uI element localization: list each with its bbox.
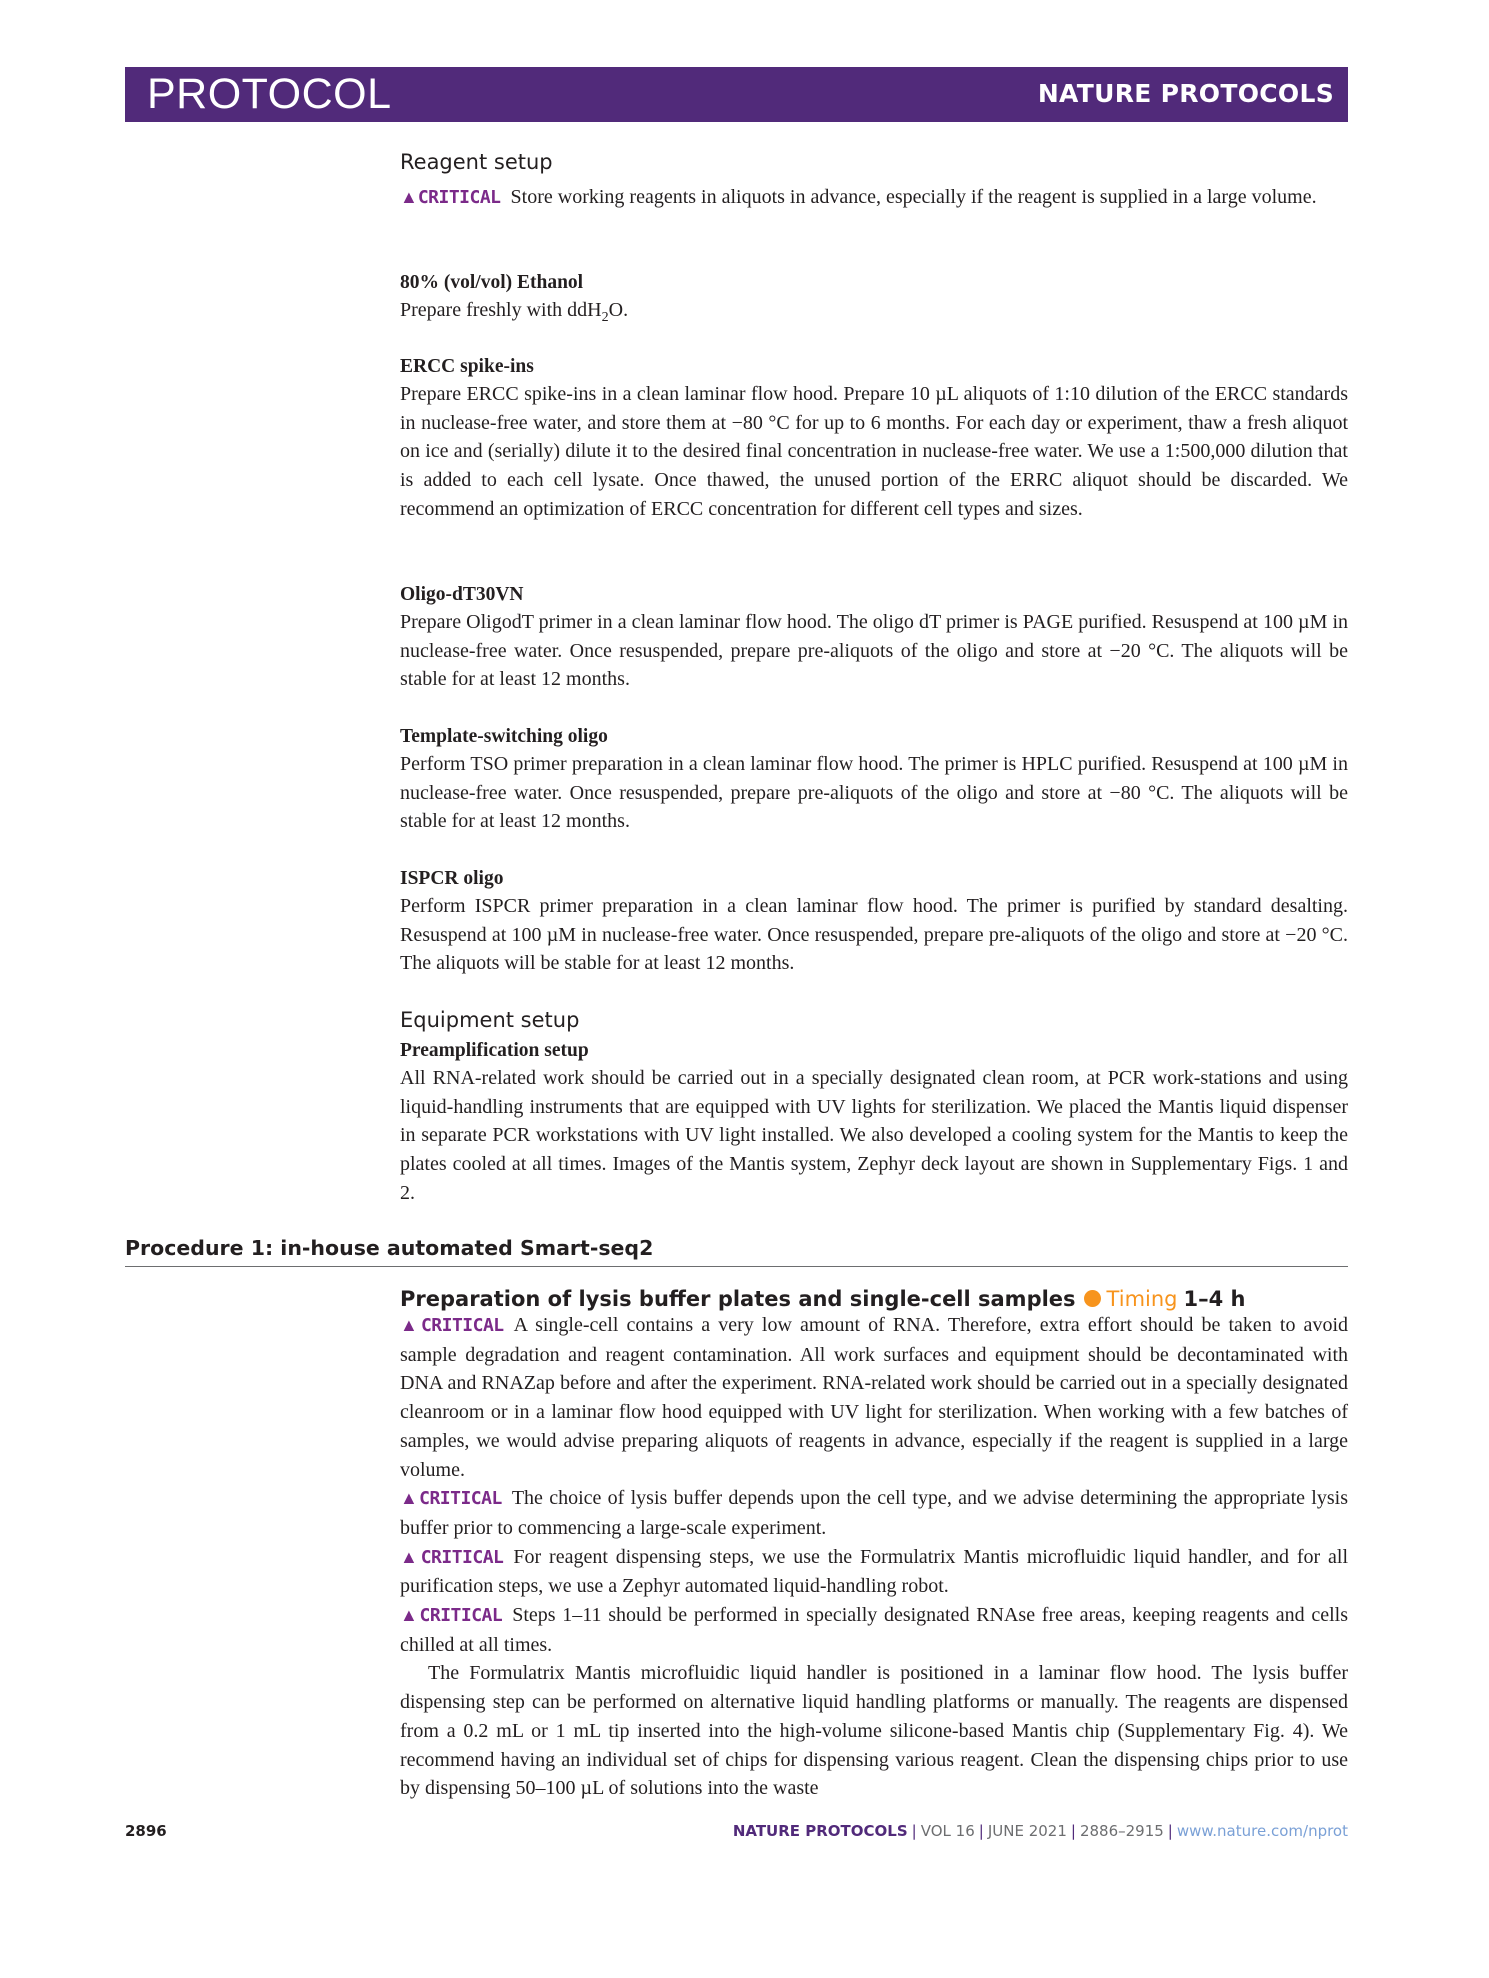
- reagent-setup-heading: Reagent setup: [400, 150, 553, 174]
- critical-note-2: ▲CRITICAL The choice of lysis buffer depends upon the cell type, and we advise determining the appropriate lysis buffer prior to commencing a large-scale experiment.: [400, 1487, 1348, 1539]
- ispcr-heading: ISPCR oligo: [400, 868, 504, 889]
- footer-citation: NATURE PROTOCOLS | VOL 16 | JUNE 2021 | 2886–2915 | www.nature.com/nprot: [732, 1822, 1348, 1840]
- section-type-label: PROTOCOL: [147, 70, 392, 118]
- critical-triangle-icon: ▲: [400, 187, 418, 207]
- ispcr-text: Perform ISPCR primer preparation in a clean laminar flow hood. The primer is purified by standard desalting. Resuspend at 100 µM in nuclease-free water. Once resuspended, prepare pre-aliquots of the oligo and store at −20 °C. The aliquots will be stable for at least 12 months.: [400, 895, 1348, 975]
- preamp-heading: Preamplification setup: [400, 1040, 589, 1061]
- procedure-rule: [125, 1266, 1348, 1267]
- critical-note-3: ▲CRITICAL For reagent dispensing steps, we use the Formulatrix Mantis microfluidic liquid handler, and for all purification steps, we use a Zephyr automated liquid-handling robot.: [400, 1545, 1348, 1598]
- procedure-critical-notes: [400, 1311, 1348, 1803]
- oligo-dt-text: Prepare OligodT primer in a clean laminar flow hood. The oligo dT primer is PAGE purified. Resuspend at 100 µM in nuclease-free water. Once resuspended, prepare pre-aliquots of the oligo and store at −20 °C. The aliquots will be stable for at least 12 months.: [400, 611, 1348, 691]
- ercc-text: Prepare ERCC spike-ins in a clean laminar flow hood. Prepare 10 µL aliquots of 1:10 dilution of the ERCC standards in nuclease-free water, and store them at −80 °C for up to 6 months. For each day or experiment, thaw a fresh aliquot on ice and (serially) dilute it to the desired final concentration in nuclease-free water. We use a 1:500,000 dilution that is added to each cell lysate. Once thawed, the unused portion of the ERRC aliquot should be discarded. We recommend an optimization of ERCC concentration for different cell types and sizes.: [400, 383, 1348, 520]
- equipment-setup-heading: Equipment setup: [400, 1008, 580, 1032]
- ercc-heading: ERCC spike-ins: [400, 356, 534, 377]
- reagent-critical-note: ▲CRITICAL Store working reagents in aliquots in advance, especially if the reagent is supplied in a large volume.: [400, 186, 1317, 208]
- procedure-body-text: The Formulatrix Mantis microfluidic liquid handler is positioned in a laminar flow hood. The lysis buffer dispensing step can be performed on alternative liquid handling platforms or manually. The reagents are dispensed from a 0.2 mL or 1 mL tip inserted into the high-volume silicone-based Mantis chip (Supplementary Fig. 4). We recommend having an individual set of chips for dispensing various reagent. Clean the dispensing chips prior to use by dispensing 50–100 µL of solutions into the waste: [400, 1662, 1348, 1800]
- tso-heading: Template-switching oligo: [400, 726, 608, 747]
- procedure-heading: Procedure 1: in-house automated Smart-seq2: [125, 1236, 654, 1260]
- critical-label: CRITICAL: [417, 187, 501, 208]
- critical-triangle-icon: ▲: [400, 1546, 421, 1567]
- oligo-dt-heading: Oligo-dT30VN: [400, 584, 524, 605]
- tso-text: Perform TSO primer preparation in a clean laminar flow hood. The primer is HPLC purified. Resuspend at 100 µM in nuclease-free water. Once resuspended, prepare pre-aliquots of the oligo and store at −80 °C. The aliquots will be stable for at least 12 months.: [400, 753, 1348, 833]
- critical-note-4: ▲CRITICAL Steps 1–11 should be performed in specially designated RNAse free areas, keeping reagents and cells chilled at all times.: [400, 1604, 1348, 1656]
- critical-triangle-icon: ▲: [400, 1488, 420, 1509]
- timing-dot-icon: [1084, 1290, 1101, 1307]
- ethanol-heading: 80% (vol/vol) Ethanol: [400, 272, 584, 293]
- critical-triangle-icon: ▲: [400, 1605, 420, 1626]
- page-number: 2896: [125, 1822, 167, 1840]
- journal-url-link[interactable]: www.nature.com/nprot: [1176, 1822, 1348, 1840]
- journal-name: NATURE PROTOCOLS: [1037, 79, 1334, 108]
- critical-triangle-icon: ▲: [400, 1315, 421, 1335]
- critical-note-1: ▲CRITICAL A single-cell contains a very low amount of RNA. Therefore, extra effort should be taken to avoid sample degradation and reagent contamination. All work surfaces and equipment should be decontaminated with DNA and RNAZap before and after the experiment. RNA-related work should be carried out in a specially designated cleanroom or in a laminar flow hood equipped with UV light for sterilization. When working with a few batches of samples, we would advise preparing aliquots of reagents in advance, especially if the reagent is supplied in a large volume.: [400, 1314, 1348, 1481]
- lysis-heading: Preparation of lysis buffer plates and single-cell samples Timing 1–4 h: [400, 1287, 1246, 1311]
- header-banner: [125, 67, 1348, 122]
- preamp-text: All RNA-related work should be carried out in a specially designated clean room, at PCR work-stations and using liquid-handling instruments that are equipped with UV lights for sterilization. We placed the Mantis liquid dispenser in separate PCR workstations with UV light installed. We also developed a cooling system for the Mantis to keep the plates cooled at all times. Images of the Mantis system, Zephyr deck layout are shown in Supplementary Figs. 1 and 2.: [400, 1067, 1348, 1204]
- ethanol-text: Prepare freshly with ddH$_2$O.: [400, 299, 629, 325]
